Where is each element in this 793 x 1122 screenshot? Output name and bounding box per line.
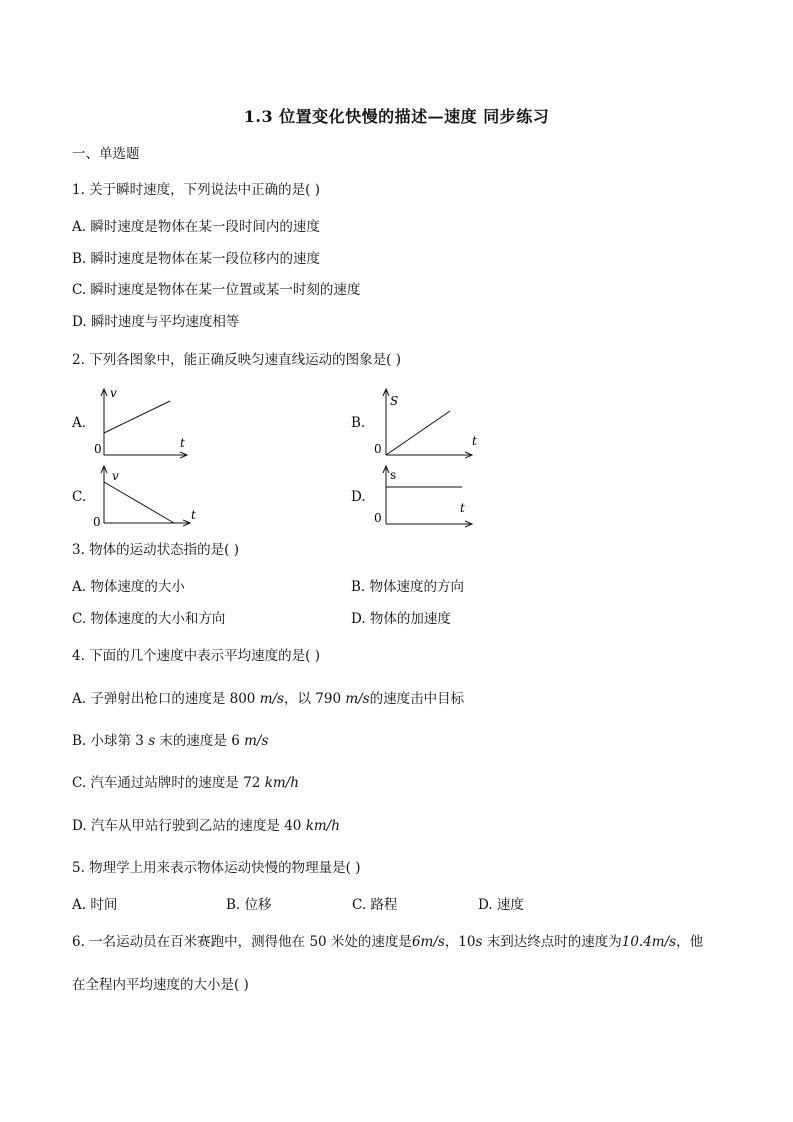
y-axis-label: v — [112, 469, 119, 483]
question-3-option-b: B. 物体速度的方向 — [351, 579, 465, 595]
question-6-stem-line-1: 6. 一名运动员在百米赛跑中，测得他在 50 米处的速度是6m/s，10s 末到达终点时的速度为10.4m/s，他 — [72, 934, 704, 950]
section-heading: 一、单选题 — [72, 146, 140, 162]
page-title: 1.3 位置变化快慢的描述—速度 同步练习 — [243, 107, 550, 126]
question-5-stem: 5. 物理学上用来表示物体运动快慢的物理量是( ) — [72, 860, 361, 876]
origin-label: 0 — [374, 442, 382, 456]
graph-line — [104, 482, 174, 523]
graph-d — [370, 462, 485, 532]
question-1-option-d: D. 瞬时速度与平均速度相等 — [72, 314, 240, 330]
question-2-stem: 2. 下列各图象中，能正确反映匀速直线运动的图象是( ) — [72, 352, 401, 368]
question-5-option-c: C. 路程 — [352, 897, 398, 913]
y-axis-label: S — [390, 394, 399, 408]
question-2-option-b-label: B. — [351, 415, 366, 431]
question-5-option-d: D. 速度 — [478, 897, 524, 913]
question-1-stem: 1. 关于瞬时速度，下列说法中正确的是( ) — [72, 182, 320, 198]
question-1-option-b: B. 瞬时速度是物体在某一段位移内的速度 — [72, 251, 321, 267]
question-2-option-c-label: C. — [72, 489, 87, 505]
x-axis-label: t — [180, 436, 185, 450]
question-3-option-a: A. 物体速度的大小 — [72, 579, 185, 595]
question-1-option-a: A. 瞬时速度是物体在某一段时间内的速度 — [72, 219, 320, 235]
y-axis-label: s — [390, 468, 397, 482]
x-axis-label: t — [191, 508, 196, 522]
question-4-option-d: D. 汽车从甲站行驶到乙站的速度是 40 km/h — [72, 818, 340, 834]
graph-line — [386, 411, 450, 455]
question-1-option-c: C. 瞬时速度是物体在某一位置或某一时刻的速度 — [72, 282, 361, 298]
question-4-option-a: A. 子弹射出枪口的速度是 800 m/s，以 790 m/s的速度击中目标 — [72, 691, 465, 707]
graph-c — [88, 462, 203, 532]
x-axis-label: t — [472, 434, 477, 448]
question-3-option-c: C. 物体速度的大小和方向 — [72, 611, 226, 627]
y-axis-label: v — [110, 386, 117, 400]
x-axis-label: t — [460, 501, 465, 515]
question-5-option-b: B. 位移 — [226, 897, 272, 913]
question-3-option-d: D. 物体的加速度 — [351, 611, 451, 627]
origin-label: 0 — [374, 511, 382, 525]
origin-label: 0 — [93, 515, 101, 529]
graph-a — [88, 385, 198, 465]
origin-label: 0 — [94, 442, 102, 456]
question-2-option-d-label: D. — [351, 489, 366, 505]
question-3-stem: 3. 物体的运动状态指的是( ) — [72, 542, 239, 558]
question-4-option-c: C. 汽车通过站牌时的速度是 72 km/h — [72, 775, 299, 791]
question-6-stem-line-2: 在全程内平均速度的大小是( ) — [72, 977, 249, 993]
question-2-option-a-label: A. — [72, 415, 87, 431]
graph-b — [370, 385, 485, 465]
question-5-option-a: A. 时间 — [72, 897, 118, 913]
question-4-option-b: B. 小球第 3 s 末的速度是 6 m/s — [72, 733, 269, 749]
graph-line — [104, 401, 170, 433]
question-4-stem: 4. 下面的几个速度中表示平均速度的是( ) — [72, 648, 320, 664]
